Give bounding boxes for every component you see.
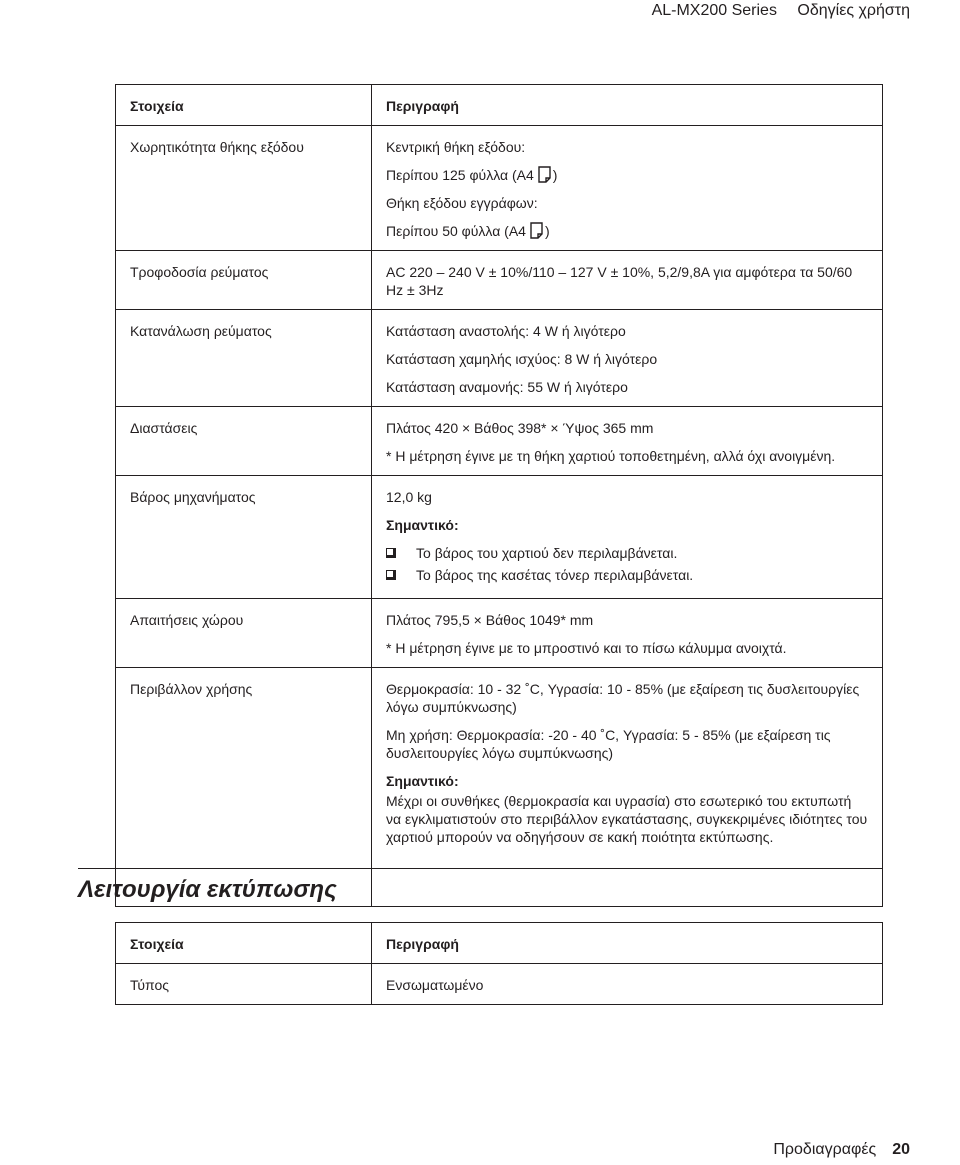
table-header-row <box>116 923 883 964</box>
model-name: AL-MX200 Series <box>651 2 777 19</box>
page-header <box>652 0 910 22</box>
row-label-type: Τύπος <box>116 964 372 1005</box>
page-footer <box>773 1139 910 1161</box>
important-heading: Σημαντικό: <box>386 517 459 533</box>
checkbox-bullet-icon <box>386 548 396 558</box>
space-description <box>372 599 883 668</box>
center-tray-value <box>386 166 868 184</box>
document-tray-value <box>386 222 868 240</box>
table-row <box>116 599 883 668</box>
weight-value: 12,0 kg <box>386 489 432 505</box>
output-capacity-description <box>372 126 883 251</box>
section-title: Λειτουργία εκτύπωσης <box>78 868 883 907</box>
important-text: Μέχρι οι συνθήκες (θερμοκρασία και υγρασία) στο εσωτερικό του εκτυπωτή να εγκλιματιστούν στο περιβάλλον εγκατάστασης, συγκεκριμένες ιδιότητες του χαρτιού μπορούν να οδηγήσουν σε κακή ποιότητα εκτύπωσης. <box>386 793 868 845</box>
column-header-description: Περιγραφή <box>372 85 883 126</box>
low-power-mode-value: Κατάσταση χαμηλής ισχύος: 8 W ή λιγότερο <box>386 351 658 367</box>
space-note: * Η μέτρηση έγινε με το μπροστινό και το πίσω κάλυμμα ανοιχτά. <box>386 640 787 656</box>
dimensions-note: * Η μέτρηση έγινε με τη θήκη χαρτιού τοποθετημένη, αλλά όχι ανοιγμένη. <box>386 448 836 464</box>
sleep-mode-value: Κατάσταση αναστολής: 4 W ή λιγότερο <box>386 323 626 339</box>
power-consumption-description <box>372 310 883 407</box>
center-tray-value-close: ) <box>552 167 558 183</box>
dimensions-value: Πλάτος 420 × Βάθος 398* × Ύψος 365 mm <box>386 420 654 436</box>
table-row <box>116 407 883 476</box>
table-row <box>116 310 883 407</box>
table-row <box>116 476 883 599</box>
list-item <box>386 566 868 584</box>
print-function-table <box>115 922 883 1005</box>
document-tray-value-close: ) <box>544 223 550 239</box>
column-header-item: Στοιχεία <box>116 923 372 964</box>
dimensions-description <box>372 407 883 476</box>
table-row <box>116 251 883 310</box>
footer-section: Προδιαγραφές <box>773 1141 877 1158</box>
list-item <box>386 544 868 562</box>
row-label-output-capacity: Χωρητικότητα θήκης εξόδου <box>116 126 372 251</box>
paper-portrait-icon <box>530 222 543 239</box>
column-header-item: Στοιχεία <box>116 85 372 126</box>
row-label-power-consumption: Κατανάλωση ρεύματος <box>116 310 372 407</box>
specifications-table <box>115 84 883 907</box>
power-supply-value: AC 220 – 240 V ± 10%/110 – 127 V ± 10%, 5,2/9,8A για αμφότερα τα 50/60 Hz ± 3Hz <box>372 251 883 310</box>
document-tray-label: Θήκη εξόδου εγγράφων: <box>386 195 538 211</box>
weight-description <box>372 476 883 599</box>
bullet-text: Το βάρος του χαρτιού δεν περιλαμβάνεται. <box>416 545 678 561</box>
guide-title: Οδηγίες χρήστη <box>797 2 910 19</box>
center-tray-label: Κεντρική θήκη εξόδου: <box>386 139 526 155</box>
row-label-dimensions: Διαστάσεις <box>116 407 372 476</box>
bullet-text: Το βάρος της κασέτας τόνερ περιλαμβάνεται. <box>416 567 694 583</box>
operating-conditions: Θερμοκρασία: 10 - 32 ˚C, Υγρασία: 10 - 85% (με εξαίρεση τις δυσλειτουργίες λόγω συμπύκνωσης) <box>386 681 860 715</box>
row-label-power-supply: Τροφοδοσία ρεύματος <box>116 251 372 310</box>
type-value: Ενσωματωμένο <box>372 964 883 1005</box>
table-row <box>116 126 883 251</box>
row-label-space: Απαιτήσεις χώρου <box>116 599 372 668</box>
storage-conditions: Μη χρήση: Θερμοκρασία: -20 - 40 ˚C, Υγρασία: 5 - 85% (με εξαίρεση τις δυσλειτουργίες λόγω συμπύκνωσης) <box>386 727 831 761</box>
checkbox-bullet-icon <box>386 570 396 580</box>
page-number: 20 <box>892 1141 910 1158</box>
important-heading: Σημαντικό: <box>386 773 459 789</box>
standby-mode-value: Κατάσταση αναμονής: 55 W ή λιγότερο <box>386 379 628 395</box>
row-label-environment: Περιβάλλον χρήσης <box>116 668 372 907</box>
table-row <box>116 964 883 1005</box>
center-tray-value-text: Περίπου 125 φύλλα (A4 <box>386 167 534 183</box>
column-header-description: Περιγραφή <box>372 923 883 964</box>
document-tray-value-text: Περίπου 50 φύλλα (A4 <box>386 223 526 239</box>
paper-portrait-icon <box>538 166 551 183</box>
table-header-row <box>116 85 883 126</box>
space-value: Πλάτος 795,5 × Βάθος 1049* mm <box>386 612 594 628</box>
row-label-weight: Βάρος μηχανήματος <box>116 476 372 599</box>
